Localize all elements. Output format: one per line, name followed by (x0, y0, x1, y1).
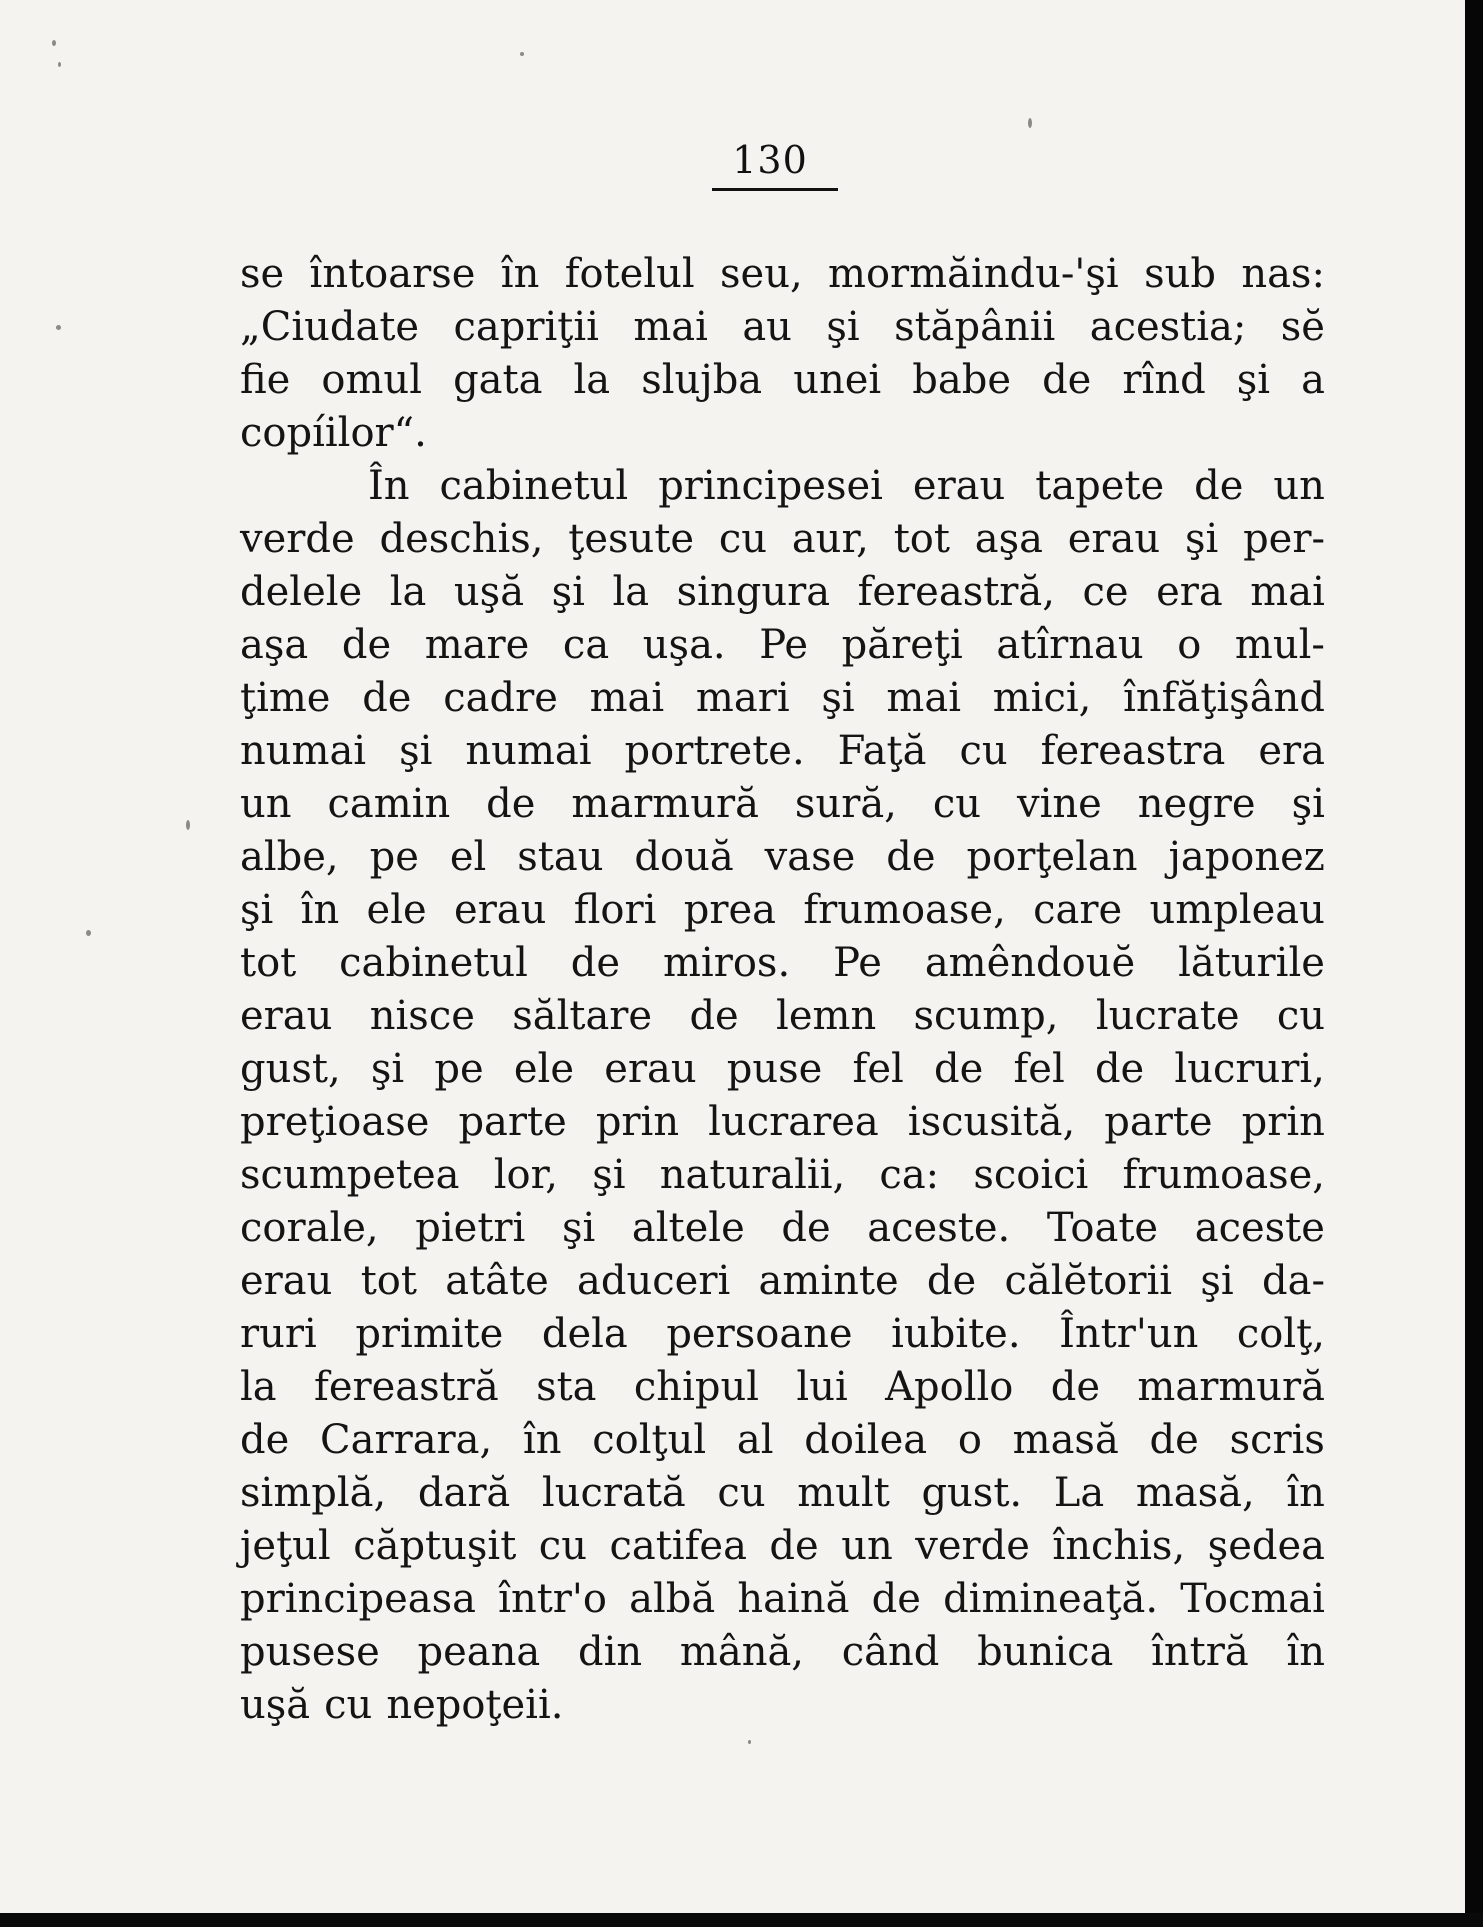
word: ele (366, 887, 427, 933)
word: parte (458, 1099, 567, 1145)
word: de (1042, 357, 1092, 403)
word: masă, (1135, 1470, 1255, 1516)
word: în (300, 887, 340, 933)
word: Apollo (885, 1364, 1014, 1410)
word: din (578, 1629, 643, 1675)
word: lemn (776, 993, 877, 1039)
word: masă (1012, 1417, 1119, 1463)
text-line (240, 1308, 1325, 1361)
word: aduceri (577, 1258, 731, 1304)
word: stăpânii (894, 304, 1056, 350)
word: a (1301, 357, 1325, 403)
text-line (240, 1520, 1325, 1573)
paper-speck (58, 62, 61, 67)
word: colţul (592, 1417, 707, 1463)
word: lucruri, (1174, 1046, 1325, 1092)
text-line (240, 1202, 1325, 1255)
word: au (742, 304, 792, 350)
word: babe (912, 357, 1011, 403)
word: tot (893, 516, 950, 562)
text-line (240, 672, 1325, 725)
word: erau (240, 1258, 333, 1304)
word: mari (695, 675, 790, 721)
word: de (486, 781, 536, 827)
word: ele (513, 1046, 574, 1092)
word: mormăindu-'şi (828, 251, 1119, 297)
word: ţesute (568, 516, 695, 562)
word: verde (240, 516, 355, 562)
word: mult (797, 1470, 890, 1516)
paper-speck (520, 52, 524, 56)
word: la (573, 357, 611, 403)
word: lucrată (541, 1470, 686, 1516)
word: fereastră (314, 1364, 499, 1410)
word: chipul (633, 1364, 760, 1410)
word: lui (796, 1364, 848, 1410)
word: mai (1250, 569, 1325, 615)
word: şedea (1207, 1523, 1325, 1569)
word: când (841, 1629, 940, 1675)
word: verde (915, 1523, 1030, 1569)
word: întoarse (309, 251, 476, 297)
word: uşă (453, 569, 525, 615)
word: umpleau (1149, 887, 1325, 933)
word: primite (355, 1311, 504, 1357)
word: nisce (369, 993, 475, 1039)
word: de (1094, 1046, 1145, 1092)
word: catifea (609, 1523, 747, 1569)
word: per- (1243, 516, 1325, 562)
word: călĕtorii (1004, 1258, 1173, 1304)
word: stau (517, 834, 604, 880)
word: capriţii (453, 304, 599, 350)
word: şi (399, 728, 433, 774)
text-line (240, 778, 1325, 831)
word: japonez (1168, 834, 1325, 880)
paper-speck (186, 820, 190, 830)
word: altele (631, 1205, 745, 1251)
text-line (240, 354, 1325, 407)
text-line (240, 1679, 1325, 1732)
word: un (1273, 463, 1325, 509)
word: de (886, 834, 936, 880)
word: la (240, 1364, 277, 1410)
word: gust, (240, 1046, 341, 1092)
word: Pe (833, 940, 882, 986)
word: singura (676, 569, 831, 615)
text-line (240, 1043, 1325, 1096)
word: aşa (240, 622, 309, 668)
word: tot (240, 940, 297, 986)
word: mul- (1234, 622, 1325, 668)
word: cu (959, 728, 1008, 774)
page-number: 130 (732, 138, 808, 182)
word: lor, (493, 1152, 559, 1198)
word: şi (240, 887, 274, 933)
word: ca: (879, 1152, 940, 1198)
word: numai (240, 728, 367, 774)
word: tot (360, 1258, 417, 1304)
word: Toate (1046, 1205, 1159, 1251)
word: erau (240, 993, 333, 1039)
text-line (240, 619, 1325, 672)
scan-border-right (1465, 0, 1483, 1927)
word: pe (434, 1046, 484, 1092)
word: şi (1184, 516, 1219, 562)
paper-speck (748, 1740, 751, 1744)
word: simplă, (240, 1470, 387, 1516)
word: scump, (913, 993, 1059, 1039)
word: Carrara, (320, 1417, 493, 1463)
word: colţ, (1236, 1311, 1325, 1357)
word: dimineaţă. (943, 1576, 1159, 1622)
text-line (240, 1467, 1325, 1520)
word: de (689, 993, 739, 1039)
text-line (240, 884, 1325, 937)
word: cu (538, 1523, 587, 1569)
word: iubite. (891, 1311, 1021, 1357)
word: de (570, 940, 621, 986)
word: şi (1236, 357, 1271, 403)
word: înfăţişând (1123, 675, 1325, 721)
word: slujba (641, 357, 763, 403)
word: ţime (240, 675, 331, 721)
word: la (389, 569, 427, 615)
word: porţelan (966, 834, 1138, 880)
word: al (736, 1417, 774, 1463)
word: în (1286, 1470, 1325, 1516)
word: de (926, 1258, 977, 1304)
word: mai (633, 304, 708, 350)
text-line (240, 407, 1325, 460)
word: care (1033, 887, 1123, 933)
word: şi (826, 304, 860, 350)
scan-border-bottom (0, 1913, 1483, 1927)
word: marmură (571, 781, 759, 827)
word: mici, (992, 675, 1092, 721)
word: de (1050, 1364, 1101, 1410)
word: delele (240, 569, 363, 615)
word: Faţă (837, 728, 927, 774)
text-line (240, 1149, 1325, 1202)
word: pe (369, 834, 419, 880)
text-line (240, 1573, 1325, 1626)
word: aşa (974, 516, 1043, 562)
word: erau (604, 1046, 697, 1092)
word: şi (561, 1205, 596, 1251)
word: acestia; (1089, 304, 1247, 350)
word: cu (324, 1682, 373, 1728)
word: o (957, 1417, 982, 1463)
word: vase (764, 834, 856, 880)
word: şi (821, 675, 855, 721)
word: prin (1241, 1099, 1325, 1145)
paragraph-first-line (240, 460, 1325, 513)
word: de (362, 675, 412, 721)
word: de (341, 622, 392, 668)
word: sub (1144, 251, 1216, 297)
word: bunica (977, 1629, 1114, 1675)
word: în (1286, 1629, 1325, 1675)
word: nepoţeii. (386, 1682, 564, 1728)
word: haină (737, 1576, 850, 1622)
word: de (871, 1576, 921, 1622)
word: peana (417, 1629, 541, 1675)
word: şi (370, 1046, 405, 1092)
text-line (240, 566, 1325, 619)
word: de (781, 1205, 831, 1251)
word: cabinetul (339, 940, 528, 986)
word: unei (793, 357, 882, 403)
word: aceste (1194, 1205, 1325, 1251)
text-line (240, 1361, 1325, 1414)
word: de (934, 1046, 984, 1092)
word: cu (1276, 993, 1325, 1039)
word: se (240, 251, 285, 297)
word: dară (417, 1470, 511, 1516)
word: cabinetul (439, 463, 629, 509)
word: de (1149, 1417, 1199, 1463)
word: amêndouĕ (924, 940, 1136, 986)
paper-speck (86, 930, 91, 936)
text-line (240, 1626, 1325, 1679)
word: puse (726, 1046, 823, 1092)
word: da- (1262, 1258, 1325, 1304)
word: portrete. (624, 728, 805, 774)
word: principesei (658, 463, 883, 509)
word: Într'un (1059, 1311, 1199, 1357)
paper-speck (1028, 118, 1032, 128)
word: scumpetea (240, 1152, 460, 1198)
word: erau (454, 887, 547, 933)
word: aminte (758, 1258, 899, 1304)
word: închis, (1052, 1523, 1186, 1569)
word: fotelul (564, 251, 695, 297)
page-number-rule (712, 188, 838, 191)
text-line (240, 937, 1325, 990)
word: scris (1229, 1417, 1325, 1463)
word: aur, (791, 516, 869, 562)
word: fereastră, (857, 569, 1055, 615)
word: negre (1137, 781, 1256, 827)
text-line (240, 725, 1325, 778)
word: şi (1200, 1258, 1234, 1304)
paper-speck (52, 40, 56, 46)
word: mai (886, 675, 961, 721)
word: în (522, 1417, 562, 1463)
word: lucrate (1095, 993, 1240, 1039)
word: parte (1104, 1099, 1213, 1145)
word: nas: (1241, 251, 1325, 297)
word: persoane (666, 1311, 853, 1357)
word: cu (718, 516, 768, 562)
word: aceste. (867, 1205, 1011, 1251)
word: ca (562, 622, 610, 668)
text-line (240, 1255, 1325, 1308)
word: căptuşit (353, 1523, 517, 1569)
word: păreţi (841, 622, 963, 668)
word: albă (629, 1576, 716, 1622)
word: cu (717, 1470, 766, 1516)
word: o (1177, 622, 1202, 668)
word: era (1156, 569, 1223, 615)
body-text (240, 248, 1325, 1732)
word: iscusită, (907, 1099, 1076, 1145)
word: prin (595, 1099, 680, 1145)
word: mână, (679, 1629, 805, 1675)
word: ruri (240, 1311, 317, 1357)
word: de (1194, 463, 1244, 509)
word: două (634, 834, 734, 880)
word: de (769, 1523, 819, 1569)
word: lăturile (1178, 940, 1325, 986)
text-line (240, 513, 1325, 566)
word: vine (1016, 781, 1102, 827)
word: copíilor“. (240, 410, 427, 456)
word: fel (852, 1046, 904, 1092)
word: fereastra (1040, 728, 1226, 774)
text-line (240, 301, 1325, 354)
word: şi (551, 569, 585, 615)
word: ce (1082, 569, 1129, 615)
word: tapete (1035, 463, 1165, 509)
word: pusese (240, 1629, 380, 1675)
word: lucrarea (708, 1099, 879, 1145)
word: cu (932, 781, 982, 827)
word: flori (573, 887, 657, 933)
word: Pe (759, 622, 809, 668)
word: atâte (445, 1258, 549, 1304)
word: mare (424, 622, 530, 668)
word: dela (541, 1311, 628, 1357)
word: uşă (240, 1682, 311, 1728)
word: şi (592, 1152, 626, 1198)
word: săltare (512, 993, 653, 1039)
word: deschis, (379, 516, 544, 562)
word: numai (465, 728, 592, 774)
word: de (240, 1417, 290, 1463)
word: naturalii, (659, 1152, 846, 1198)
word: erau (912, 463, 1006, 509)
word: erau (1067, 516, 1161, 562)
word: „Ciudate (240, 304, 420, 350)
paper-speck (56, 325, 61, 330)
word: fel (1013, 1046, 1065, 1092)
word: camin (327, 781, 451, 827)
word: marmură (1137, 1364, 1325, 1410)
word: La (1053, 1470, 1105, 1516)
word: în (500, 251, 540, 297)
word: frumoase, (803, 887, 1006, 933)
word: un (240, 781, 292, 827)
text-line (240, 1414, 1325, 1467)
text-line (240, 990, 1325, 1043)
word: era (1258, 728, 1325, 774)
word: sĕ (1280, 304, 1325, 350)
word: cadre (443, 675, 558, 721)
word: frumoase, (1122, 1152, 1325, 1198)
word: omul (321, 357, 422, 403)
word: fie (240, 357, 291, 403)
word: În (368, 463, 410, 509)
word: preţioase (240, 1099, 430, 1145)
word: atîrnau (996, 622, 1144, 668)
word: Tocmai (1180, 1576, 1325, 1622)
word: miros. (663, 940, 791, 986)
word: întră (1151, 1629, 1249, 1675)
word: într'o (498, 1576, 607, 1622)
text-line (240, 831, 1325, 884)
word: rînd (1122, 357, 1206, 403)
word: el (449, 834, 487, 880)
text-line (240, 248, 1325, 301)
word: sură, (794, 781, 897, 827)
text-line (240, 1096, 1325, 1149)
word: doilea (804, 1417, 928, 1463)
word: prea (683, 887, 777, 933)
word: scoici (973, 1152, 1089, 1198)
word: gata (453, 357, 543, 403)
word: şi (1291, 781, 1325, 827)
word: mai (589, 675, 665, 721)
word: pietri (415, 1205, 526, 1251)
word: seu, (720, 251, 803, 297)
word: gust. (921, 1470, 1023, 1516)
word: uşa. (642, 622, 726, 668)
word: la (612, 569, 650, 615)
word: principeasa (240, 1576, 476, 1622)
word: albe, (240, 834, 339, 880)
word: jeţul (240, 1523, 331, 1569)
word: sta (536, 1364, 597, 1410)
word: un (841, 1523, 893, 1569)
word: corale, (240, 1205, 379, 1251)
